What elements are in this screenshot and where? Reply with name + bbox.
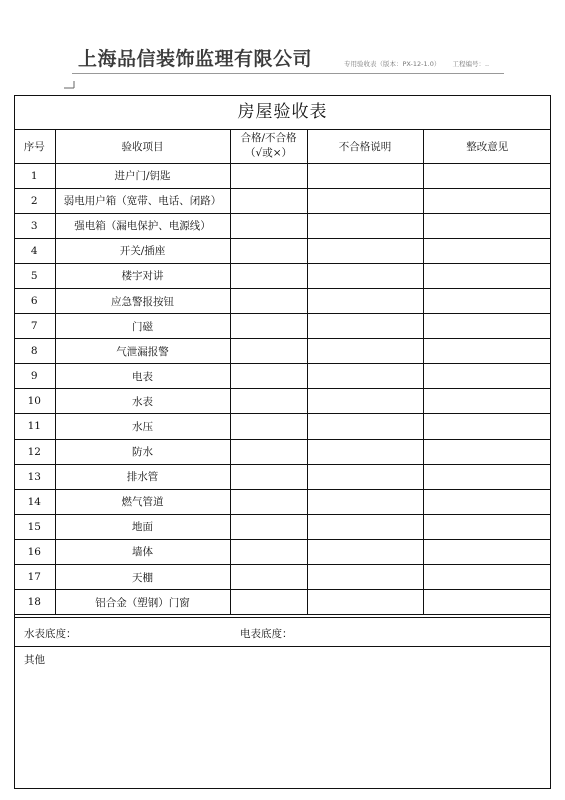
row-number: 7 <box>14 314 55 339</box>
fail-note-cell[interactable] <box>307 539 423 564</box>
row-number: 8 <box>14 339 55 364</box>
row-item: 气泄漏报警 <box>55 339 230 364</box>
fail-note-cell[interactable] <box>307 489 423 514</box>
table-row <box>14 565 551 590</box>
suggestion-cell[interactable] <box>423 565 551 590</box>
row-item: 弱电用户箱（宽带、电话、闭路） <box>55 188 230 213</box>
pass-fail-cell[interactable] <box>230 514 307 539</box>
table-row <box>14 514 551 539</box>
company-name: 上海品信装饰监理有限公司 <box>78 48 313 70</box>
pass-fail-cell[interactable] <box>230 339 307 364</box>
col-header-fail-note: 不合格说明 <box>307 130 423 163</box>
row-item: 水压 <box>55 414 230 439</box>
suggestion-cell[interactable] <box>423 364 551 389</box>
row-number: 5 <box>14 263 55 288</box>
electric-meter-label: 电表底度： <box>240 628 293 640</box>
row-number: 15 <box>14 514 55 539</box>
col-header-pass-line1: 合格/不合格 <box>240 132 297 145</box>
row-item: 电表 <box>55 364 230 389</box>
pass-fail-cell[interactable] <box>230 288 307 313</box>
table-row <box>14 163 551 188</box>
fail-note-cell[interactable] <box>307 439 423 464</box>
table-row <box>14 590 551 615</box>
row-number: 10 <box>14 389 55 414</box>
row-number: 4 <box>14 238 55 263</box>
fail-note-cell[interactable] <box>307 339 423 364</box>
pass-fail-cell[interactable] <box>230 464 307 489</box>
fail-note-cell[interactable] <box>307 464 423 489</box>
pass-fail-cell[interactable] <box>230 590 307 615</box>
pass-fail-cell[interactable] <box>230 314 307 339</box>
pass-fail-cell[interactable] <box>230 565 307 590</box>
fail-note-cell[interactable] <box>307 314 423 339</box>
table-row <box>14 213 551 238</box>
table-row <box>14 238 551 263</box>
doc-version: 专用验收表（版本：PX-12-1.0） <box>344 60 441 68</box>
col-header-pass <box>230 130 307 163</box>
pass-fail-cell[interactable] <box>230 539 307 564</box>
pass-fail-cell[interactable] <box>230 489 307 514</box>
suggestion-cell[interactable] <box>423 339 551 364</box>
row-item: 门磁 <box>55 314 230 339</box>
row-number: 9 <box>14 364 55 389</box>
row-number: 18 <box>14 590 55 615</box>
table-row <box>14 389 551 414</box>
row-number: 14 <box>14 489 55 514</box>
col-header-suggestion: 整改意见 <box>423 130 551 163</box>
header-rule <box>72 73 504 74</box>
suggestion-cell[interactable] <box>423 288 551 313</box>
col-header-item: 验收项目 <box>55 130 230 163</box>
row-number: 3 <box>14 213 55 238</box>
row-number: 11 <box>14 414 55 439</box>
fail-note-cell[interactable] <box>307 238 423 263</box>
row-item: 水表 <box>55 389 230 414</box>
suggestion-cell[interactable] <box>423 439 551 464</box>
fail-note-cell[interactable] <box>307 288 423 313</box>
fail-note-cell[interactable] <box>307 163 423 188</box>
pass-fail-cell[interactable] <box>230 389 307 414</box>
suggestion-cell[interactable] <box>423 539 551 564</box>
row-item: 应急警报按钮 <box>55 288 230 313</box>
pass-fail-cell[interactable] <box>230 414 307 439</box>
row-number: 13 <box>14 464 55 489</box>
suggestion-cell[interactable] <box>423 238 551 263</box>
acceptance-table <box>14 130 551 615</box>
table-row <box>14 439 551 464</box>
row-item: 天棚 <box>55 565 230 590</box>
row-number: 2 <box>14 188 55 213</box>
row-item: 燃气管道 <box>55 489 230 514</box>
project-number: 工程编号：.. <box>452 60 490 68</box>
suggestion-cell[interactable] <box>423 213 551 238</box>
row-number: 12 <box>14 439 55 464</box>
pass-fail-cell[interactable] <box>230 188 307 213</box>
document-meta <box>344 59 489 68</box>
table-row <box>14 414 551 439</box>
fail-note-cell[interactable] <box>307 263 423 288</box>
other-label: 其他 <box>24 654 45 666</box>
suggestion-cell[interactable] <box>423 389 551 414</box>
row-item: 强电箱（漏电保护、电源线） <box>55 213 230 238</box>
fail-note-cell[interactable] <box>307 364 423 389</box>
table-row <box>14 314 551 339</box>
fail-note-cell[interactable] <box>307 414 423 439</box>
pass-fail-cell[interactable] <box>230 263 307 288</box>
table-row <box>14 188 551 213</box>
pass-fail-cell[interactable] <box>230 439 307 464</box>
table-row <box>14 288 551 313</box>
col-header-pass-line2: （√或×） <box>245 147 292 160</box>
row-number: 17 <box>14 565 55 590</box>
pass-fail-cell[interactable] <box>230 163 307 188</box>
table-row <box>14 339 551 364</box>
suggestion-cell[interactable] <box>423 414 551 439</box>
suggestion-cell[interactable] <box>423 464 551 489</box>
table-row <box>14 364 551 389</box>
table-row <box>14 464 551 489</box>
row-number: 6 <box>14 288 55 313</box>
corner-mark <box>64 80 78 89</box>
pass-fail-cell[interactable] <box>230 213 307 238</box>
table-row <box>14 489 551 514</box>
suggestion-cell[interactable] <box>423 263 551 288</box>
fail-note-cell[interactable] <box>307 188 423 213</box>
row-item: 开关/插座 <box>55 238 230 263</box>
fail-note-cell[interactable] <box>307 213 423 238</box>
row-item: 铝合金（塑钢）门窗 <box>55 590 230 615</box>
table-header-row <box>14 130 551 163</box>
table-row <box>14 539 551 564</box>
suggestion-cell[interactable] <box>423 590 551 615</box>
table-row <box>14 263 551 288</box>
row-item: 墙体 <box>55 539 230 564</box>
fail-note-cell[interactable] <box>307 565 423 590</box>
suggestion-cell[interactable] <box>423 514 551 539</box>
suggestion-cell[interactable] <box>423 314 551 339</box>
suggestion-cell[interactable] <box>423 163 551 188</box>
row-item: 进户门/钥匙 <box>55 163 230 188</box>
row-item: 地面 <box>55 514 230 539</box>
row-number: 16 <box>14 539 55 564</box>
row-item: 排水管 <box>55 464 230 489</box>
suggestion-cell[interactable] <box>423 489 551 514</box>
fail-note-cell[interactable] <box>307 389 423 414</box>
pass-fail-cell[interactable] <box>230 238 307 263</box>
form-title: 房屋验收表 <box>14 95 551 130</box>
row-number: 1 <box>14 163 55 188</box>
pass-fail-cell[interactable] <box>230 364 307 389</box>
col-header-no: 序号 <box>14 130 55 163</box>
water-meter-label: 水表底度： <box>24 628 77 640</box>
fail-note-cell[interactable] <box>307 514 423 539</box>
row-item: 楼宇对讲 <box>55 263 230 288</box>
meter-reading-row <box>14 617 551 647</box>
row-item: 防水 <box>55 439 230 464</box>
fail-note-cell[interactable] <box>307 590 423 615</box>
suggestion-cell[interactable] <box>423 188 551 213</box>
